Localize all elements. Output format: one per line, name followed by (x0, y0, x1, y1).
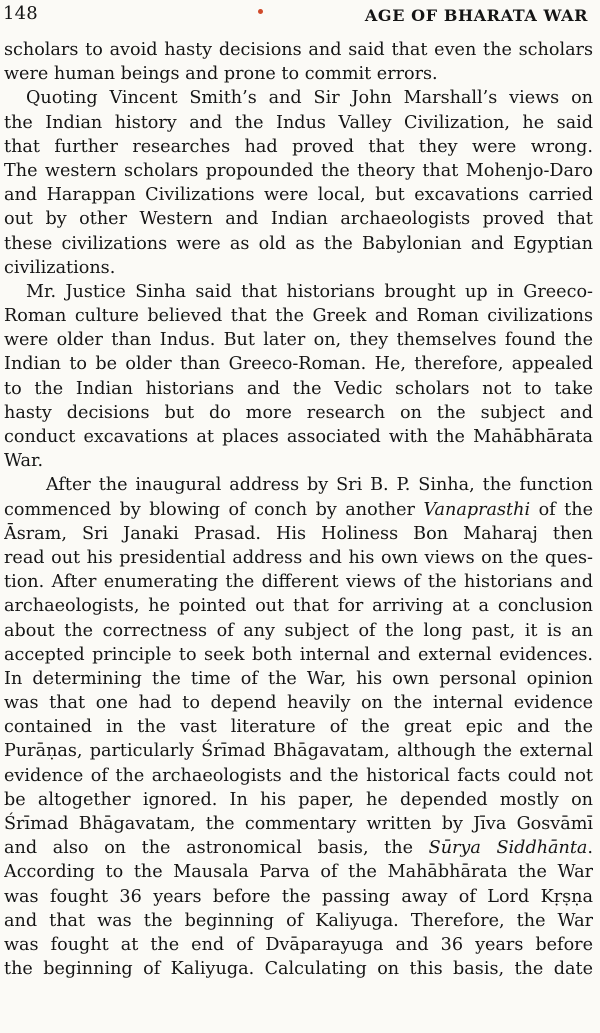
text-line: Indian to be older than Greeco-Roman. He, therefore, appealed (4, 354, 593, 375)
text-line: and that was the beginning of Kaliyuga. Therefore, the War (4, 910, 593, 931)
text-line: War. (4, 451, 44, 472)
text-line: were older than Indus. But later on, they themselves found the (4, 330, 593, 351)
text-line: archaeologists, he pointed out that for arriving at a conclusion (4, 596, 593, 617)
paragraph (4, 86, 593, 280)
text-line: accepted principle to seek both internal and external evidences. (4, 644, 593, 665)
text-line: Mr. Justice Sinha said that historians brought up in Greeco- (26, 281, 593, 302)
text-segment: of the (530, 499, 593, 520)
text-line: be altogether ignored. In his paper, he depended mostly on (4, 789, 593, 810)
text-line: tion. After enumerating the different views of the historians and (4, 572, 593, 593)
paragraph (4, 280, 593, 474)
page-body (4, 38, 593, 981)
text-line: to the Indian historians and the Vedic scholars not to take (4, 378, 593, 399)
text-line: that further researches had proved that they were wrong. (4, 136, 593, 157)
text-line: After the inaugural address by Sri B. P. Sinha, the function (46, 475, 593, 496)
text-line: Āsram, Sri Janaki Prasad. His Holiness Bon Maharaj then (4, 523, 593, 544)
text-line: evidence of the archaeologists and the historical facts could not (4, 765, 593, 786)
paragraph (4, 38, 593, 86)
text-line: Roman culture believed that the Greek and Roman civilizations (4, 306, 593, 327)
italic-term: Sūrya Siddhānta (428, 838, 588, 859)
text-line: scholars to avoid hasty decisions and said that even the scholars (4, 40, 593, 60)
page-header (0, 0, 600, 30)
text-line: out by other Western and Indian archaeologists proved that (4, 209, 593, 230)
text-line: were human beings and prone to commit errors. (4, 64, 438, 85)
text-line: hasty decisions but do more research on the subject and (4, 402, 593, 423)
text-line: Quoting Vincent Smith’s and Sir John Marshall’s views on (26, 88, 593, 109)
text-segment: . (587, 838, 593, 859)
text-line: about the correctness of any subject of the long past, it is an (4, 620, 593, 641)
text-line: the beginning of Kaliyuga. Calculating on this basis, the date (4, 959, 593, 980)
text-line: and Harappan Civilizations were local, but excavations carried (4, 185, 593, 206)
text-segment: and also on the astronomical basis, the (4, 838, 429, 859)
italic-term: Vanaprasthi (423, 499, 531, 520)
text-line: In determining the time of the War, his own personal opinion (4, 668, 593, 689)
text-line: Śrīmad Bhāgavatam, the commentary written by Jīva Gosvāmī (4, 814, 593, 834)
text-line: was fought 36 years before the passing away of Lord Kṛṣṇa (4, 886, 593, 907)
text-line: The western scholars propounded the theory that Mohenjo-Daro (4, 160, 593, 181)
text-line (4, 836, 593, 860)
page-number: 148 (3, 3, 38, 24)
text-line: was fought at the end of Dvāparayuga and 36 years before (4, 934, 593, 955)
text-line: According to the Mausala Parva of the Mahābhārata the War (4, 862, 593, 883)
text-segment: commenced by blowing of conch by another (4, 499, 424, 520)
text-line: read out his presidential address and his own views on the ques- (4, 547, 593, 568)
text-line: these civilizations were as old as the Babylonian and Egyptian (4, 233, 593, 254)
text-line (4, 498, 593, 522)
text-line: Purāṇas, particularly Śrīmad Bhāgavatam, although the external (4, 741, 593, 762)
text-line: civilizations. (4, 257, 116, 278)
text-line: was that one had to depend heavily on the internal evidence (4, 693, 593, 714)
running-title: AGE OF BHARATA WAR (364, 6, 588, 25)
paragraph (4, 473, 593, 981)
text-line: conduct excavations at places associated with the Mahābhārata (4, 427, 593, 447)
text-line: the Indian history and the Indus Valley Civilization, he said (4, 112, 593, 133)
text-line: contained in the vast literature of the great epic and the (4, 717, 593, 738)
printer-mark (258, 9, 263, 14)
